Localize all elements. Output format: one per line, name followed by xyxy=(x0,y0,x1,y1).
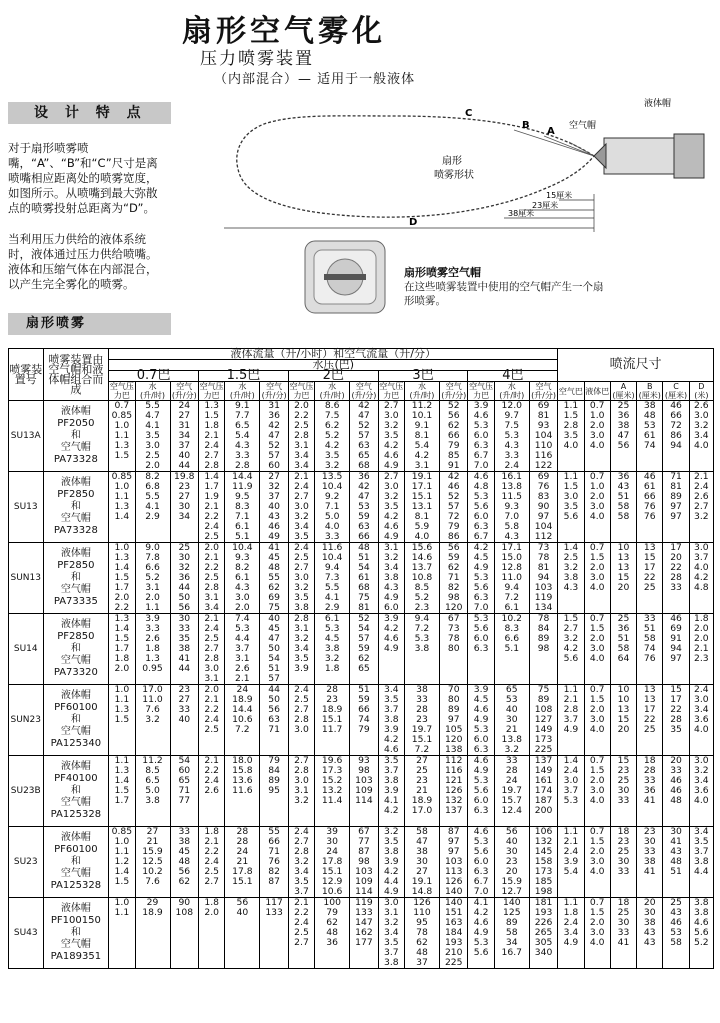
row-cell: 3.2 3.5 3.8 3.9 4.2 4.4 4.9 xyxy=(378,827,404,898)
row-cell: 3.9 4.6 5.3 6.0 6.3 6.7 7.0 xyxy=(468,401,494,472)
row-cell: 3.1 3.2 3.4 3.8 4.3 4.9 6.0 xyxy=(378,543,404,614)
row-cell: 23 27 33 40 xyxy=(170,685,198,756)
row-cell: 17.1 15.0 12.8 11.0 9.4 7.2 6.1 xyxy=(494,543,529,614)
row-cell: 1.1 1.5 2.8 3.5 4.0 xyxy=(558,401,584,472)
row-cell: 4.1 4.2 4.6 4.9 5.3 5.6 xyxy=(468,898,494,969)
row-cell: 4.6 4.8 5.3 5.6 6.0 6.3 6.7 xyxy=(468,472,494,543)
row-model: SUN23 xyxy=(9,685,44,756)
row-cell: 51 59 66 74 79 xyxy=(350,685,378,756)
row-combo: 液体帽 PF2050 和 空气帽 PA73328 xyxy=(43,401,109,472)
row-cell: 1.0 1.1 xyxy=(109,898,135,969)
label-a: A xyxy=(547,126,555,137)
h-dim-sub: 液体巴 xyxy=(584,382,610,401)
row-model: SU13A xyxy=(9,401,44,472)
row-cell: 0.7 0.85 1.0 1.1 1.3 1.5 xyxy=(109,401,135,472)
row-model: SU13 xyxy=(9,472,44,543)
row-cell: 33 38 45 48 56 62 xyxy=(170,827,198,898)
row-cell: 3.8 3.8 4.6 5.6 5.2 xyxy=(689,898,713,969)
h-dim-sub: D (米) xyxy=(689,382,713,401)
row-cell: 15 17 22 28 35 xyxy=(663,685,689,756)
row-cell: 100 79 62 48 36 xyxy=(315,898,350,969)
row-cell: 1.8 2.0 xyxy=(199,898,225,969)
row-cell: 36 43 51 58 58 xyxy=(610,472,636,543)
row-cell: 27 25 23 21 18.9 17.0 xyxy=(404,756,439,827)
row-cell: 0.7 1.0 2.0 3.0 4.0 xyxy=(584,401,610,472)
row-cell: 90 108 xyxy=(170,898,198,969)
row-cell: 11.2 8.5 6.5 5.0 3.8 xyxy=(135,756,170,827)
design-para2: 当利用压力供给的液体系统时，液体通过压力供给喷嘴。液体和压缩气体在内部混合，以产生完全雾化的喷雾。 xyxy=(8,232,158,291)
h-dims: 喷流尺寸 xyxy=(558,349,714,382)
row-cell: 117 133 xyxy=(260,898,288,969)
row-cell: 2.7 3.0 3.2 3.5 4.2 4.6 4.9 xyxy=(378,472,404,543)
row-cell: 5.5 4.7 4.1 3.5 3.0 2.5 2.0 xyxy=(135,401,170,472)
row-cell: 1.0 1.3 1.4 1.5 1.7 2.0 2.2 xyxy=(109,543,135,614)
label-d: D xyxy=(409,217,418,228)
row-cell: 15 23 25 30 33 xyxy=(610,756,636,827)
spray-diagram xyxy=(214,94,714,234)
row-cell: 56 59 62 71 82 98 120 xyxy=(439,543,467,614)
row-combo: 液体帽 PF60100 和 空气帽 PA125340 xyxy=(43,685,109,756)
row-cell: 1.8 2.1 2.2 2.4 2.5 2.7 xyxy=(199,827,225,898)
row-cell: 3.0 3.1 3.2 3.4 3.5 3.7 3.8 xyxy=(378,898,404,969)
row-cell: 2.1 2.2 2.4 2.5 2.7 xyxy=(288,898,314,969)
row-cell: 14.4 11.9 9.5 8.3 7.1 6.1 5.1 xyxy=(225,472,260,543)
h-sub: 空气压力巴 xyxy=(289,382,314,400)
row-cell: 13 13 17 22 25 xyxy=(637,685,663,756)
row-cell: 4.6 4.9 5.3 5.6 6.0 6.3 xyxy=(468,756,494,827)
nozzle-desc: 在这些喷雾装置中使用的空气帽产生一个扇形喷雾。 xyxy=(404,281,604,307)
row-cell: 1.4 2.4 3.0 3.7 5.3 xyxy=(558,756,584,827)
row-cell: 0.7 1.5 2.0 3.0 4.0 xyxy=(584,543,610,614)
row-cell: 25 36 38 47 56 xyxy=(610,401,636,472)
row-cell: 42 47 52 57 63 65 68 xyxy=(350,401,378,472)
h-dim-sub: A (厘米) xyxy=(610,382,636,401)
row-cell: 29 18.9 xyxy=(135,898,170,969)
row-model: SUN13 xyxy=(9,543,44,614)
table-row xyxy=(9,756,714,827)
row-cell: 106 132 145 158 173 185 198 xyxy=(529,827,557,898)
row-cell: 78 84 89 98 xyxy=(529,614,557,685)
row-cell: 30 33 35 38 41 44 xyxy=(170,614,198,685)
row-cell: 69 76 83 90 97 104 112 xyxy=(529,472,557,543)
row-cell: 2.4 2.5 2.7 2.8 3.0 xyxy=(288,685,314,756)
h-water: 水压(巴) xyxy=(109,360,558,371)
row-cell: 0.7 1.5 2.0 3.0 4.0 xyxy=(584,756,610,827)
row-model: SU14 xyxy=(9,614,44,685)
row-cell: 46 66 72 86 94 xyxy=(663,401,689,472)
h-dim-sub: B (厘米) xyxy=(637,382,663,401)
row-cell: 25 36 51 58 64 xyxy=(610,614,636,685)
row-cell: 11.6 10.4 9.4 7.3 5.5 4.1 2.9 xyxy=(315,543,350,614)
row-cell: 8.2 6.8 5.5 4.1 2.9 xyxy=(135,472,170,543)
row-cell: 2.1 2.2 2.4 2.6 xyxy=(199,756,225,827)
row-cell: 4.6 5.3 5.6 6.0 6.3 6.7 7.0 xyxy=(468,827,494,898)
row-cell: 3.0 3.2 3.4 3.6 4.0 xyxy=(689,756,713,827)
row-cell: 46 69 91 94 97 xyxy=(663,614,689,685)
row-cell: 30 41 43 48 51 xyxy=(663,827,689,898)
row-combo: 液体帽 PF2850 和 空气帽 PA73328 xyxy=(43,472,109,543)
row-cell: 27 21 15.9 12.5 10.2 7.6 xyxy=(135,827,170,898)
h-sub: 空气 (升/分) xyxy=(441,382,467,400)
h-sub: 水 (升/时) xyxy=(315,382,350,401)
row-model: SU23B xyxy=(9,756,44,827)
row-cell: 3.4 3.5 3.7 3.8 4.4 xyxy=(689,827,713,898)
row-cell: 6.1 5.3 4.5 3.8 3.2 1.8 xyxy=(315,614,350,685)
row-cell: 3.9 3.3 2.6 1.8 1.3 0.95 xyxy=(135,614,170,685)
dist-15: 15厘米 xyxy=(546,191,573,200)
row-cell: 10.4 9.3 8.2 6.1 4.3 3.0 2.0 xyxy=(225,543,260,614)
h-p0: 0.7巴 xyxy=(109,371,199,382)
row-cell: 9.4 7.2 5.3 3.8 xyxy=(404,614,439,685)
row-cell: 42 46 52 57 72 79 86 xyxy=(439,472,467,543)
h-sub: 空气压力巴 xyxy=(199,382,224,400)
row-cell: 20 33 46 46 48 xyxy=(663,756,689,827)
h-dim-sub: C (厘米) xyxy=(663,382,689,401)
row-cell: 1.5 2.7 3.2 4.2 5.6 xyxy=(558,614,584,685)
fan-label-2: 喷雾形状 xyxy=(434,170,474,181)
h-sub: 水 (升/时) xyxy=(404,382,439,401)
nozzle-image xyxy=(300,236,390,318)
row-cell: 2.8 3.1 3.2 3.4 3.5 3.9 xyxy=(288,614,314,685)
row-cell: 3.0 3.7 4.0 4.2 4.8 xyxy=(689,543,713,614)
row-cell: 0.7 1.5 2.0 3.0 4.0 xyxy=(584,827,610,898)
row-cell: 3.9 4.2 4.6 4.9 xyxy=(378,614,404,685)
row-cell: 0.7 1.5 2.0 3.0 4.0 xyxy=(584,898,610,969)
row-cell: 1.8 2.0 2.0 2.1 2.3 xyxy=(689,614,713,685)
page-subtitle2: （内部混合）— 适用于一般液体 xyxy=(214,72,416,87)
h-model: 喷雾装置号 xyxy=(9,349,44,401)
h-sub: 空气 (升/分) xyxy=(261,382,287,400)
h-p3: 3巴 xyxy=(378,371,468,382)
row-cell: 1.4 2.5 3.2 3.8 4.3 xyxy=(558,543,584,614)
table-row xyxy=(9,401,714,472)
h-p2: 2巴 xyxy=(288,371,378,382)
row-cell: 140 125 89 58 34 16.7 xyxy=(494,898,529,969)
row-cell: 2.4 2.5 2.7 3.0 3.2 3.5 3.8 xyxy=(288,543,314,614)
table-row xyxy=(9,472,714,543)
row-cell: 93 98 103 109 114 xyxy=(350,756,378,827)
row-cell: 52 56 62 66 79 85 91 xyxy=(439,401,467,472)
row-cell: 87 97 97 103 113 126 140 xyxy=(439,827,467,898)
h-sub: 空气 (升/分) xyxy=(531,382,556,400)
row-cell: 28 28 24 21 17.8 15.1 xyxy=(225,827,260,898)
row-cell: 25 43 46 53 58 xyxy=(663,898,689,969)
row-cell: 69 81 93 104 110 116 122 xyxy=(529,401,557,472)
h-sub: 空气 (升/分) xyxy=(171,382,197,400)
h-combo: 喷雾装置由空气帽和液体帽组合而成 xyxy=(43,349,109,401)
row-cell: 2.1 2.4 2.6 2.7 3.2 xyxy=(689,472,713,543)
row-cell: 3.4 3.5 3.7 3.8 3.9 4.2 4.6 xyxy=(378,685,404,756)
row-cell: 16.1 13.8 11.5 9.3 7.0 5.8 4.3 xyxy=(494,472,529,543)
row-cell: 15.6 14.6 13.7 10.8 8.5 5.2 2.3 xyxy=(404,543,439,614)
h-sub: 水 (升/时) xyxy=(225,382,260,401)
nozzle-caption: 扇形喷雾空气帽 xyxy=(404,266,481,279)
row-cell: 1.3 1.4 1.5 1.7 1.8 2.0 xyxy=(109,614,135,685)
row-cell: 25 30 32 36 44 50 56 xyxy=(170,543,198,614)
row-cell: 28 23 18.9 15.1 11.7 xyxy=(315,685,350,756)
row-cell: 2.1 2.4 2.7 3.0 3.2 3.4 3.5 xyxy=(288,472,314,543)
row-model: SU23 xyxy=(9,827,44,898)
row-cell: 4.2 4.5 4.9 5.3 5.6 6.3 7.0 xyxy=(468,543,494,614)
row-combo: 液体帽 PF2850 和 空气帽 PA73335 xyxy=(43,543,109,614)
h-sub: 水 (升/时) xyxy=(494,382,529,401)
row-cell: 1.3 1.5 1.8 2.1 2.4 2.7 2.8 xyxy=(199,401,225,472)
row-cell: 18 25 30 33 41 xyxy=(610,898,636,969)
row-cell: 10 13 13 15 20 xyxy=(610,543,636,614)
section-fan-spray: 扇形喷雾 xyxy=(8,313,171,335)
page-title: 扇形空气雾化 xyxy=(182,14,386,49)
table-row xyxy=(9,543,714,614)
row-cell: 9.1 7.7 6.5 5.4 4.3 3.3 2.8 xyxy=(225,401,260,472)
row-cell: 48 51 54 61 68 75 81 xyxy=(350,543,378,614)
row-cell: 56 40 30 23 20 15.9 12.7 xyxy=(494,827,529,898)
row-cell: 38 33 28 23 19.7 15.1 7.2 xyxy=(404,685,439,756)
row-cell: 56 40 xyxy=(225,898,260,969)
row-cell: 39 30 24 17.8 15.1 12.9 10.6 xyxy=(315,827,350,898)
table-row xyxy=(9,685,714,756)
row-cell: 3.9 4.5 4.6 4.9 5.3 6.0 6.3 xyxy=(468,685,494,756)
row-cell: 75 89 108 127 149 173 225 xyxy=(529,685,557,756)
row-cell: 5.3 5.6 6.0 6.3 xyxy=(468,614,494,685)
row-cell: 18 28 33 36 41 xyxy=(637,756,663,827)
row-cell: 41 45 48 55 62 69 75 xyxy=(260,543,288,614)
row-cell: 18.0 15.8 13.6 11.6 xyxy=(225,756,260,827)
row-cell: 58 47 38 30 27 19.1 14.8 xyxy=(404,827,439,898)
row-cell: 10.2 8.3 6.6 5.1 xyxy=(494,614,529,685)
row-cell: 1.1 2.1 2.8 3.7 4.9 xyxy=(558,685,584,756)
h-sub: 空气 (升/分) xyxy=(351,382,377,400)
fan-label-1: 扇形 xyxy=(442,156,462,167)
row-cell: 8.6 7.5 6.2 5.2 4.2 3.5 3.2 xyxy=(315,401,350,472)
row-cell: 13.5 10.4 9.2 7.1 5.0 4.0 3.3 xyxy=(315,472,350,543)
label-b: B xyxy=(522,120,530,131)
row-cell: 38 48 53 61 74 xyxy=(637,401,663,472)
row-cell: 13 15 17 22 25 xyxy=(637,543,663,614)
row-cell: 40 45 47 50 54 51 57 xyxy=(260,614,288,685)
row-cell: 23 30 33 38 41 xyxy=(637,827,663,898)
row-cell: 181 193 226 265 305 340 xyxy=(529,898,557,969)
table-row xyxy=(9,827,714,898)
row-cell: 24 18.9 14.4 10.6 7.2 xyxy=(225,685,260,756)
row-cell: 0.7 1.5 2.0 3.0 4.0 xyxy=(584,614,610,685)
row-cell: 1.1 2.1 2.4 3.9 5.4 xyxy=(558,827,584,898)
row-cell: 1.1 1.3 1.4 1.5 1.7 xyxy=(109,756,135,827)
row-model: SU43 xyxy=(9,898,44,969)
row-cell: 2.4 3.0 3.4 3.6 4.0 xyxy=(689,685,713,756)
row-cell: 9.0 7.8 6.6 5.2 3.1 2.0 1.1 xyxy=(135,543,170,614)
row-cell: 31 36 42 47 52 57 60 xyxy=(260,401,288,472)
table-row xyxy=(9,898,714,969)
row-cell: 12.0 9.7 7.5 5.3 4.3 3.3 2.4 xyxy=(494,401,529,472)
row-cell: 1.0 1.1 1.3 1.5 xyxy=(109,685,135,756)
row-cell: 33 51 58 74 76 xyxy=(637,614,663,685)
row-cell: 1.1 1.8 2.4 3.4 4.9 xyxy=(558,898,584,969)
dist-23: 23厘米 xyxy=(532,201,559,210)
row-cell: 19.8 23 27 30 34 xyxy=(170,472,198,543)
row-cell: 71 81 89 97 97 xyxy=(663,472,689,543)
row-cell: 18 23 25 30 33 xyxy=(610,827,636,898)
row-cell: 27 32 37 40 43 46 49 xyxy=(260,472,288,543)
row-cell: 24 27 31 34 37 40 44 xyxy=(170,401,198,472)
row-cell: 112 116 121 126 132 137 xyxy=(439,756,467,827)
design-para1: 对于扇形喷雾喷嘴，“A”、“B”和“C”尺寸是离喷嘴相应距离处的喷雾宽度，如图所示。从喷嘴到最大弥散点的喷雾投射总距离为“D”。 xyxy=(8,141,158,215)
row-cell: 2.6 3.0 3.2 3.4 4.0 xyxy=(689,401,713,472)
section-design-features: 设 计 特 点 xyxy=(8,102,171,124)
dist-38: 38厘米 xyxy=(508,209,535,218)
row-cell: 0.7 1.5 2.0 3.0 4.0 xyxy=(584,685,610,756)
page-subtitle: 压力喷雾装置 xyxy=(200,49,314,69)
row-cell: 137 149 161 174 187 200 xyxy=(529,756,557,827)
h-sub: 水 (升/时) xyxy=(135,382,170,401)
table-row xyxy=(9,614,714,685)
row-cell: 33 28 24 19.7 15.7 12.4 xyxy=(494,756,529,827)
row-cell: 79 84 89 95 xyxy=(260,756,288,827)
row-cell: 73 78 81 94 103 119 134 xyxy=(529,543,557,614)
row-cell: 2.0 2.2 2.5 2.8 3.1 3.4 3.4 xyxy=(288,401,314,472)
row-cell: 1.4 1.7 1.9 2.1 2.2 2.4 2.5 xyxy=(199,472,225,543)
h-p4: 4巴 xyxy=(468,371,558,382)
row-combo: 液体帽 PF2850 和 空气帽 PA73320 xyxy=(43,614,109,685)
row-cell: 3.5 3.7 3.8 3.9 4.1 4.2 xyxy=(378,756,404,827)
label-c: C xyxy=(465,108,473,119)
row-cell: 126 110 95 78 62 48 37 xyxy=(404,898,439,969)
row-cell: 65 53 40 30 21 13.8 3.2 xyxy=(494,685,529,756)
row-cell: 10 10 13 15 20 xyxy=(610,685,636,756)
h-sub: 空气压力巴 xyxy=(379,382,404,400)
h-dim-sub: 空气巴 xyxy=(558,382,584,401)
row-cell: 19.6 17.3 15.2 13.2 11.4 xyxy=(315,756,350,827)
h-sub: 空气压力巴 xyxy=(109,382,134,400)
row-cell: 36 42 47 53 59 63 66 xyxy=(350,472,378,543)
row-cell: 20 30 38 43 43 xyxy=(637,898,663,969)
row-cell: 54 60 65 71 77 xyxy=(170,756,198,827)
row-cell: 0.85 1.0 1.1 1.2 1.4 1.5 xyxy=(109,827,135,898)
row-combo: 液体帽 PF100150 和 空气帽 PA189351 xyxy=(43,898,109,969)
row-cell: 67 77 87 98 103 109 114 xyxy=(350,827,378,898)
row-cell: 70 80 89 97 105 120 138 xyxy=(439,685,467,756)
h-sub: 空气压力巴 xyxy=(469,382,494,400)
h-p1: 1.5巴 xyxy=(199,371,289,382)
row-cell: 11.2 10.1 9.1 8.1 5.4 4.2 3.1 xyxy=(404,401,439,472)
row-cell: 19.1 17.1 15.1 13.1 8.1 5.9 4.0 xyxy=(404,472,439,543)
liquid-cap-label: 液体帽 xyxy=(644,99,672,109)
row-cell: 0.85 1.0 1.1 1.3 1.4 xyxy=(109,472,135,543)
row-cell: 1.1 1.5 3.0 3.5 5.6 xyxy=(558,472,584,543)
row-cell: 2.7 2.8 3.0 3.1 3.2 xyxy=(288,756,314,827)
row-cell: 44 50 56 63 71 xyxy=(260,685,288,756)
row-cell: 2.0 2.1 2.2 2.4 2.5 xyxy=(199,685,225,756)
row-cell: 52 54 57 59 62 65 xyxy=(350,614,378,685)
row-cell: 67 73 78 80 xyxy=(439,614,467,685)
row-cell: 2.1 2.4 2.5 2.7 2.8 3.0 3.1 xyxy=(199,614,225,685)
row-cell: 2.7 3.0 3.2 3.5 4.2 4.6 4.9 xyxy=(378,401,404,472)
row-cell: 7.4 5.3 4.4 3.7 3.1 2.6 2.1 xyxy=(225,614,260,685)
row-cell: 46 61 66 76 76 xyxy=(637,472,663,543)
row-cell: 17.0 11.0 7.6 3.2 xyxy=(135,685,170,756)
h-flow: 液体流量（升/小时）和空气流量（升/分） xyxy=(109,349,558,360)
air-cap-label: 空气帽 xyxy=(569,121,597,131)
row-cell: 2.4 2.7 2.8 3.2 3.4 3.5 3.7 xyxy=(288,827,314,898)
row-cell: 55 66 71 76 82 87 xyxy=(260,827,288,898)
row-combo: 液体帽 PF40100 和 空气帽 PA125328 xyxy=(43,756,109,827)
row-cell: 2.0 2.1 2.2 2.5 2.8 3.1 3.4 xyxy=(199,543,225,614)
row-cell: 0.7 1.0 2.0 3.0 4.0 xyxy=(584,472,610,543)
row-cell: 17 20 22 28 33 xyxy=(663,543,689,614)
row-combo: 液体帽 PF60100 和 空气帽 PA125328 xyxy=(43,827,109,898)
spray-table xyxy=(8,348,714,969)
row-cell: 140 151 163 184 193 210 225 xyxy=(439,898,467,969)
row-cell: 119 133 147 162 177 xyxy=(350,898,378,969)
